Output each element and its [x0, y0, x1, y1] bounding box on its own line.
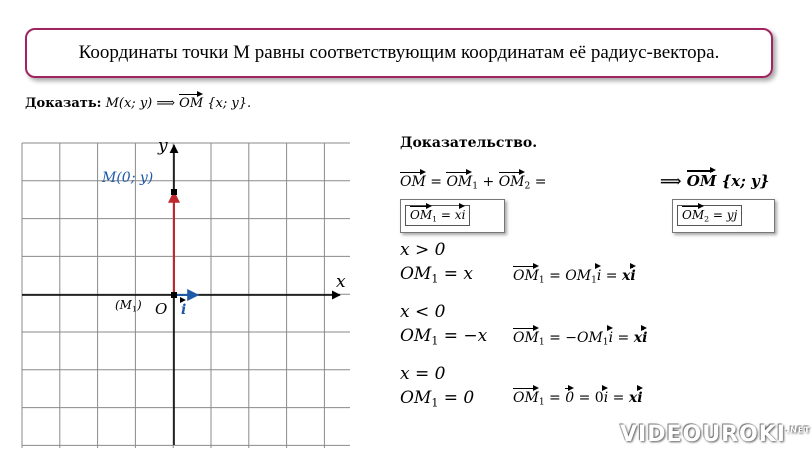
case3-length: $OM_1 = 0$	[400, 388, 475, 410]
case2-condition: x < 0	[400, 302, 446, 322]
case2-length: $OM_1 = -x$	[400, 326, 488, 348]
om1-box: $OM_1$ = xi	[400, 199, 505, 233]
brand-logo: $VIDEOUROKI^{.NET}$	[620, 422, 811, 447]
prove-coords: (x; y)	[118, 96, 153, 111]
prove-label: Доказать:	[25, 96, 102, 111]
case2-vector-eq: $OM_1 = -OM_1i$ = xi	[513, 330, 648, 348]
origin-label: O	[155, 300, 168, 318]
case1-condition: x > 0	[400, 240, 446, 260]
main-equation: OM = $OM_1 + OM_2$ =	[400, 174, 547, 192]
prove-arrow: ⟹	[156, 96, 176, 111]
proof-heading: Доказательство.	[400, 135, 538, 151]
slide-title: Координаты точки М равны соответствующим координатам её радиус-вектора.	[78, 42, 720, 63]
origin-point	[171, 292, 177, 298]
om2-box: $OM_2$ = yj	[672, 199, 775, 233]
y-axis-label: y	[158, 136, 168, 156]
point-m-label: M(0; y)	[102, 170, 154, 186]
m1-label: $(M_1)$	[115, 298, 142, 314]
case1-vector-eq: $OM_1 = OM_1i$ = xi	[513, 268, 636, 286]
case1-length: $OM_1 = x$	[400, 264, 474, 286]
case3-condition: x = 0	[400, 364, 446, 384]
prove-vector-coords: {x; y}.	[207, 96, 252, 111]
point-m	[171, 189, 177, 195]
prove-vector: OM	[179, 96, 204, 111]
x-axis-label: x	[336, 272, 346, 292]
result-equation: ⟹ OM {x; y}	[660, 172, 770, 190]
unit-vector-i-label: i	[181, 302, 187, 318]
prove-point: M	[105, 96, 119, 111]
case3-vector-eq: $OM_1 = 0 = 0i$ = xi	[513, 390, 643, 408]
